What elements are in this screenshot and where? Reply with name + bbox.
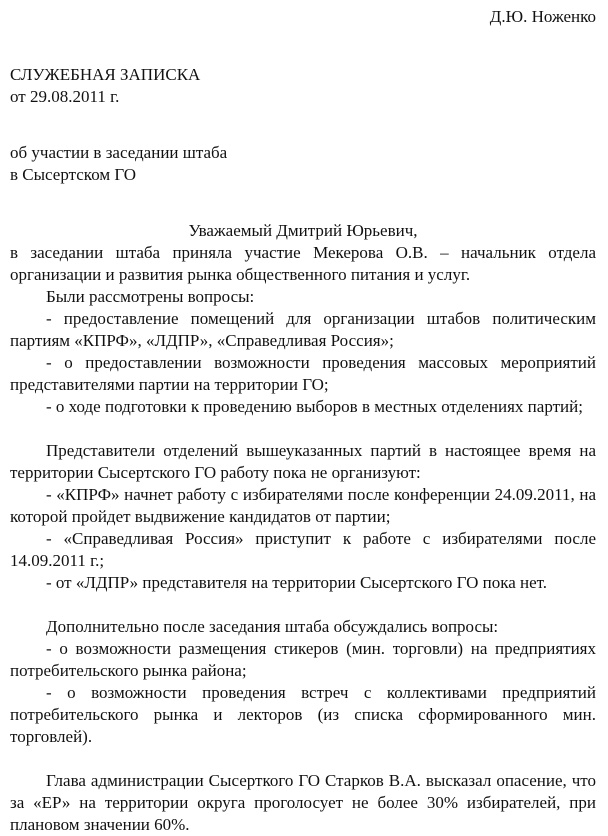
- subject-line-2: в Сысертском ГО: [10, 165, 137, 184]
- additional-heading: Дополнительно после заседания штаба обсуждались вопросы:: [46, 617, 499, 636]
- paragraph-gap: [10, 594, 596, 616]
- party-item: - «Справедливая Россия» приступит к работе с избирателями после 14.09.2011 г.;: [10, 529, 596, 570]
- intro-paragraph: в заседании штаба приняла участие Мекерова О.В. – начальник отдела организации и развития рынка общественного питания и услуг.: [10, 243, 596, 284]
- representatives-paragraph: Представители отделений вышеуказанных партий в настоящее время на территории Сысертского ГО работу пока не организуют:: [10, 441, 596, 482]
- memo-subject: [10, 142, 227, 186]
- party-item: - «КПРФ» начнет работу с избирателями после конференции 24.09.2011, на которой пройдет выдвижение кандидатов от партии;: [10, 485, 596, 526]
- paragraph-gap: [10, 418, 596, 440]
- memo-body: [10, 220, 596, 836]
- subject-line-1: об участии в заседании штаба: [10, 143, 228, 162]
- questions-heading: Были рассмотрены вопросы:: [46, 287, 255, 306]
- memo-header: [10, 64, 200, 108]
- additional-item: - о возможности размещения стикеров (мин. торговли) на предприятиях потребительского рынка района;: [10, 639, 596, 680]
- final-paragraph: Глава администрации Сысерткого ГО Старков В.А. высказал опасение, что за «ЕР» на территории округа проголосует не более 30% избирателей, при плановом значении 60%.: [10, 771, 596, 834]
- salutation: Уважаемый Дмитрий Юрьевич,: [188, 221, 418, 240]
- memo-title: СЛУЖЕБНАЯ ЗАПИСКА: [10, 65, 201, 84]
- memo-date: от 29.08.2011 г.: [10, 87, 120, 106]
- paragraph-gap: [10, 748, 596, 770]
- additional-item: - о возможности проведения встреч с коллективами предприятий потребительского рынка и лекторов (из списка сформированного мин. торговлей).: [10, 683, 596, 746]
- party-item: - от «ЛДПР» представителя на территории Сысертского ГО пока нет.: [46, 573, 548, 592]
- question-item: - о ходе подготовки к проведению выборов в местных отделениях партий;: [46, 397, 583, 416]
- question-item: - о предоставлении возможности проведения массовых мероприятий представителями партии на территории ГО;: [10, 353, 596, 394]
- addressee: Д.Ю. Ноженко: [489, 7, 596, 26]
- question-item: - предоставление помещений для организации штабов политическим партиям «КПРФ», «ЛДПР», «Справедливая Россия»;: [10, 309, 596, 350]
